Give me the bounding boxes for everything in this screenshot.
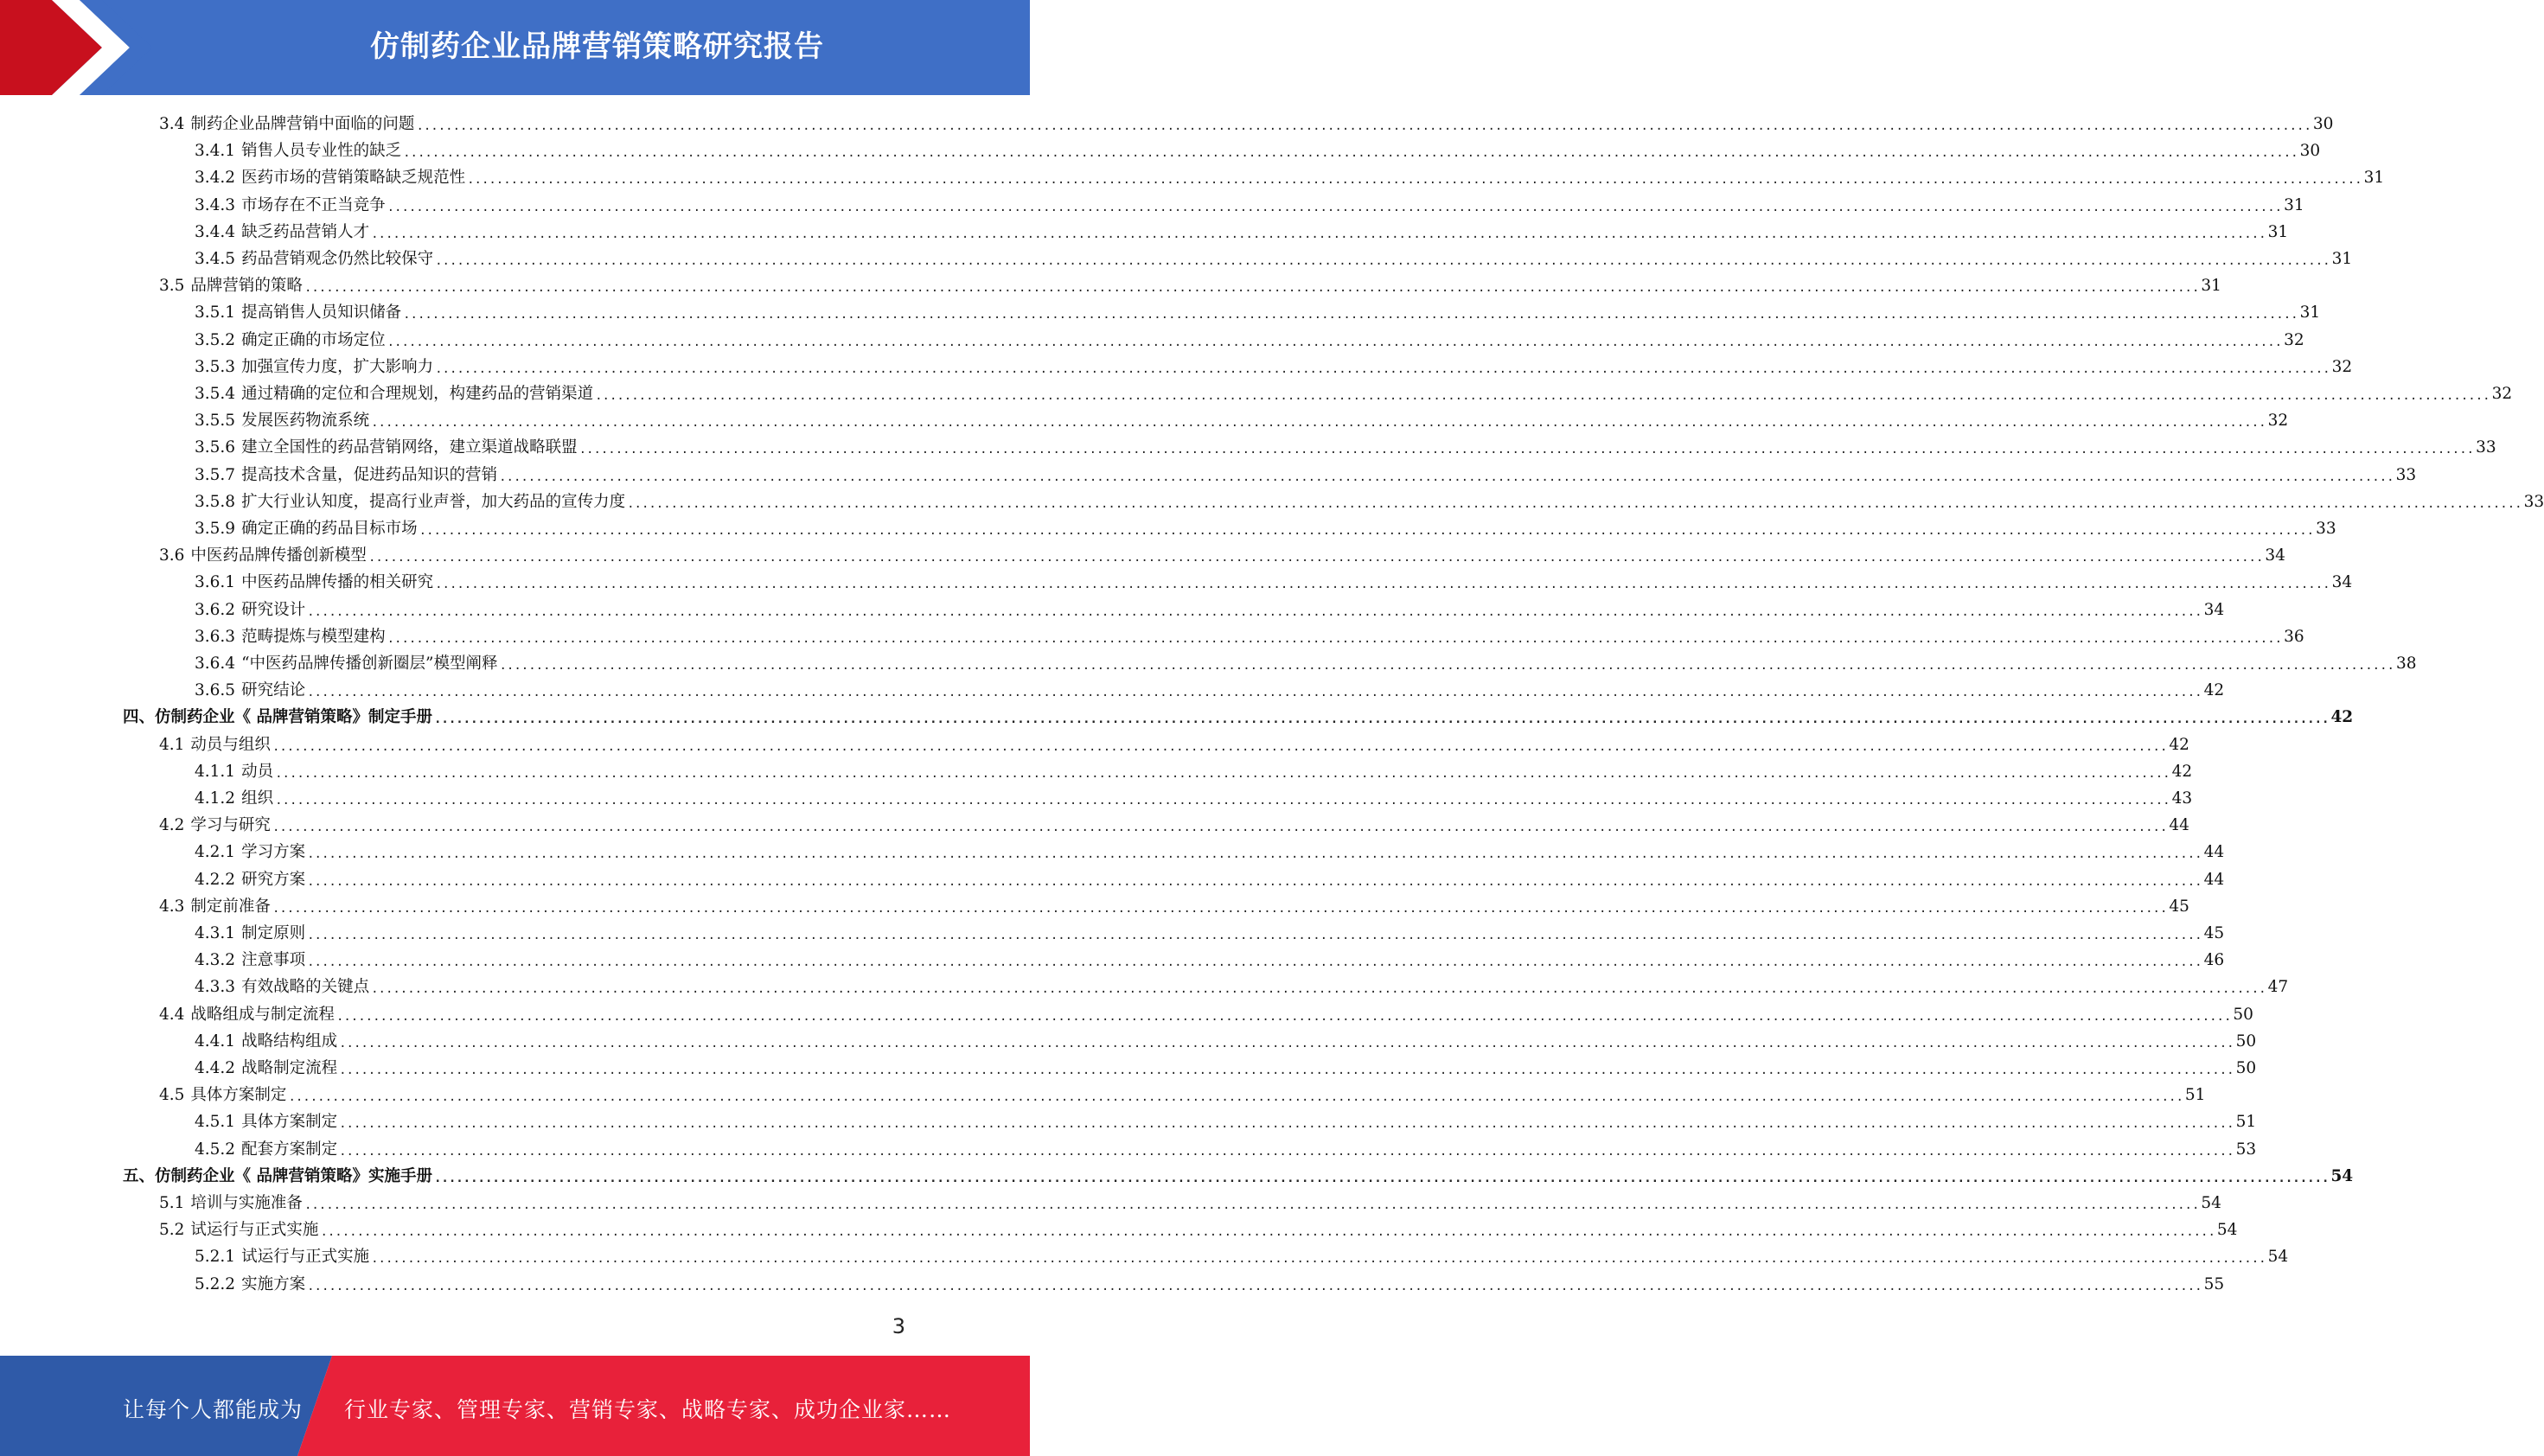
toc-entry-number: 4.3.2 [195,951,236,970]
toc-entry-title: 实施方案 [241,1274,306,1293]
toc-entry-number: 3.5.3 [195,357,236,376]
toc-dot-leader: .................................................................................................................................................................................................................................................................... [304,1198,2200,1212]
toc-entry-title: 制药企业品牌营销中面临的问题 [190,115,415,133]
page-number: 3 [892,1314,905,1338]
toc-dot-leader: .................................................................................................................................................................................................................................................................... [339,1117,2234,1132]
toc-entry-title: 发展医药物流系统 [241,412,370,431]
toc-entry[interactable] [195,487,2544,514]
toc-entry[interactable] [159,1215,2238,1242]
toc-entry[interactable] [159,109,2334,136]
toc-entry-title: “中医药品牌传播创新圈层”模型阐释 [241,655,498,673]
toc-entry-page: 31 [2331,250,2353,268]
toc-entry[interactable] [195,567,2353,594]
toc-entry-page: 30 [2299,142,2321,161]
toc-dot-leader: .................................................................................................................................................................................................................................................................... [416,119,2311,133]
toc-dot-leader: .................................................................................................................................................................................................................................................................... [435,578,2330,592]
toc-entry-number: 5.2 [159,1221,185,1240]
toc-entry-number: 3.6.3 [195,627,236,646]
toc-entry-number: 3.5.4 [195,385,236,403]
toc-dot-leader: .................................................................................................................................................................................................................................................................... [371,1252,2266,1267]
toc-entry[interactable] [195,297,2321,324]
toc-entry-title: 研究结论 [241,681,306,700]
toc-entry-title: 仿制药企业《 品牌营销策略》制定手册 [155,708,432,727]
toc-entry-page: 32 [2267,412,2289,431]
toc-entry[interactable] [159,891,2189,918]
toc-entry-page: 34 [2203,600,2225,619]
toc-dot-leader: .................................................................................................................................................................................................................................................................... [433,712,2330,727]
toc-entry-title: 配套方案制定 [241,1140,338,1159]
toc-entry-page: 44 [2169,816,2189,835]
toc-entry-page: 50 [2233,1005,2253,1024]
toc-dot-leader: .................................................................................................................................................................................................................................................................... [275,766,2170,781]
toc-entry-page: 45 [2203,924,2225,942]
toc-entry-page: 50 [2235,1031,2257,1050]
toc-entry[interactable] [195,622,2304,648]
footer-slogan-left: 让每个人都能成为 [123,1397,304,1422]
toc-entry-number: 4.5.2 [195,1140,236,1159]
toc-entry-title: 学习与研究 [190,816,271,835]
toc-entry[interactable] [159,271,2221,297]
toc-entry[interactable] [159,999,2253,1026]
toc-entry-title: 扩大行业认知度，提高行业声誉，加大药品的宣传力度 [241,492,626,511]
toc-entry-title: 缺乏药品营销人才 [241,222,370,241]
toc-entry[interactable] [195,1134,2257,1161]
toc-entry-title: 制定前准备 [190,897,271,916]
header-title: 仿制药企业品牌营销策略研究报告 [370,29,824,64]
toc-entry-title: 战略制定流程 [241,1059,338,1077]
toc-entry-number: 3.5.8 [195,492,236,511]
toc-entry-page: 51 [2184,1086,2206,1105]
toc-entry-page: 38 [2395,655,2417,673]
toc-entry-title: 药品营销观念仍然比较保守 [241,250,434,268]
toc-dot-leader: .................................................................................................................................................................................................................................................................... [387,631,2283,646]
toc-entry-number: 3.5.5 [195,412,236,431]
toc-dot-leader: .................................................................................................................................................................................................................................................................... [304,281,2200,296]
toc-dot-leader: .................................................................................................................................................................................................................................................................... [387,200,2283,214]
toc-dot-leader: .................................................................................................................................................................................................................................................................... [307,955,2202,970]
toc-entry-title: 有效战略的关键点 [241,978,370,997]
toc-dot-leader: .................................................................................................................................................................................................................................................................... [371,416,2266,431]
toc-dot-leader: .................................................................................................................................................................................................................................................................... [339,1036,2234,1050]
toc-dot-leader: .................................................................................................................................................................................................................................................................... [339,1144,2234,1159]
footer-slogan-right: 行业专家、管理专家、营销专家、战略专家、成功企业家…… [344,1397,952,1422]
toc-entry-number: 四、 [123,708,156,727]
toc-entry[interactable] [195,918,2225,945]
toc-entry-title: 培训与实施准备 [190,1194,303,1212]
toc-entry[interactable] [195,460,2417,487]
toc-entry[interactable] [195,352,2353,379]
toc-entry[interactable] [195,675,2225,702]
toc-entry-title: 通过精确的定位和合理规划，构建药品的营销渠道 [241,385,594,403]
toc-entry-title: 建立全国性的药品营销网络，建立渠道战略联盟 [241,438,578,457]
toc-entry-number: 4.2 [159,816,185,835]
toc-dot-leader: .................................................................................................................................................................................................................................................................... [307,604,2202,619]
toc-dot-leader: .................................................................................................................................................................................................................................................................... [336,1009,2232,1024]
toc-entry-title: 试运行与正式实施 [241,1248,370,1267]
toc-entry-page: 46 [2203,951,2225,970]
toc-entry[interactable] [195,379,2513,406]
toc-entry-page: 50 [2235,1059,2257,1077]
toc-entry-number: 3.6 [159,546,185,565]
toc-entry-page: 30 [2312,115,2334,133]
toc-dot-leader: .................................................................................................................................................................................................................................................................... [433,1171,2330,1185]
toc-entry-page: 32 [2284,330,2304,349]
toc-dot-leader: .................................................................................................................................................................................................................................................................... [339,1063,2234,1077]
toc-entry[interactable] [195,136,2321,163]
toc-entry[interactable] [195,406,2289,432]
toc-entry-title: 动员与组织 [190,735,271,754]
toc-entry-number: 4.3.3 [195,978,236,997]
toc-entry-number: 3.5.9 [195,520,236,538]
toc-entry-page: 33 [2476,438,2496,457]
toc-entry-page: 34 [2265,546,2285,565]
toc-entry[interactable] [195,972,2289,999]
toc-entry[interactable] [159,1188,2221,1215]
toc-entry-title: 具体方案制定 [190,1086,287,1105]
toc-entry-number: 五、 [123,1166,156,1185]
toc-dot-leader: .................................................................................................................................................................................................................................................................... [467,173,2362,188]
toc-entry-number: 5.2.2 [195,1274,236,1293]
toc-entry-number: 3.6.5 [195,681,236,700]
toc-entry-page: 55 [2203,1274,2225,1293]
toc-entry-number: 5.1 [159,1194,185,1212]
toc-entry-page: 32 [2491,385,2513,403]
toc-entry-page: 31 [2363,169,2385,188]
toc-entry-number: 4.4.1 [195,1031,236,1050]
toc-entry-title: 战略组成与制定流程 [190,1005,335,1024]
toc-dot-leader: .................................................................................................................................................................................................................................................................... [435,361,2330,376]
toc-entry-page: 36 [2284,627,2304,646]
toc-entry-title: 具体方案制定 [241,1113,338,1132]
toc-entry[interactable] [195,1026,2257,1053]
toc-entry[interactable] [195,1107,2257,1134]
toc-dot-leader: .................................................................................................................................................................................................................................................................... [272,821,2168,835]
toc-dot-leader: .................................................................................................................................................................................................................................................................... [403,308,2298,322]
toc-entry-number: 3.5.2 [195,330,236,349]
toc-entry-number: 4.2.1 [195,843,236,862]
toc-entry-title: 中医药品牌传播的相关研究 [241,573,434,592]
toc-entry-page: 54 [2330,1166,2354,1185]
toc-dot-leader: .................................................................................................................................................................................................................................................................... [272,901,2168,916]
toc-entry-page: 33 [2316,520,2336,538]
toc-entry[interactable] [195,1242,2289,1268]
toc-entry-title: 注意事项 [241,951,306,970]
toc-dot-leader: .................................................................................................................................................................................................................................................................... [627,496,2522,511]
toc-entry[interactable] [195,1269,2225,1296]
toc-entry[interactable] [195,325,2304,352]
toc-entry-page: 34 [2331,573,2353,592]
toc-entry-number: 3.6.4 [195,655,236,673]
toc-entry-title: 制定原则 [241,924,306,942]
toc-entry-number: 3.4.2 [195,169,236,188]
toc-entry-page: 42 [2203,681,2225,700]
toc-dot-leader: .................................................................................................................................................................................................................................................................... [387,335,2283,349]
toc-entry[interactable] [195,757,2193,783]
toc-entry-number: 4.1.2 [195,789,236,808]
toc-entry[interactable] [159,730,2189,757]
toc-entry[interactable] [195,163,2385,189]
toc-dot-leader: .................................................................................................................................................................................................................................................................... [371,227,2266,241]
toc-entry-number: 4.5 [159,1086,185,1105]
toc-entry-page: 31 [2284,195,2304,214]
toc-entry-page: 42 [2169,735,2189,754]
toc-entry-number: 3.4.5 [195,250,236,268]
toc-entry-title: 确定正确的市场定位 [241,330,386,349]
toc-entry-number: 3.4.4 [195,222,236,241]
toc-dot-leader: .................................................................................................................................................................................................................................................................... [272,739,2168,754]
toc-entry-page: 31 [2299,303,2321,322]
toc-entry-page: 53 [2235,1140,2257,1159]
toc-dot-leader: .................................................................................................................................................................................................................................................................... [307,686,2202,700]
toc-entry[interactable] [195,432,2496,459]
toc-entry[interactable] [195,945,2225,972]
toc-dot-leader: .................................................................................................................................................................................................................................................................... [499,659,2394,673]
toc-entry-title: 品牌营销的策略 [190,277,303,296]
toc-entry[interactable] [123,1161,2354,1188]
toc-entry-page: 51 [2235,1113,2257,1132]
toc-entry-page: 42 [2330,708,2354,727]
toc-entry-number: 4.4.2 [195,1059,236,1077]
toc-entry-number: 4.3.1 [195,924,236,942]
toc-entry[interactable] [123,702,2354,729]
toc-dot-leader: .................................................................................................................................................................................................................................................................... [368,551,2264,565]
toc-dot-leader: .................................................................................................................................................................................................................................................................... [578,443,2475,457]
toc-entry-page: 54 [2216,1221,2238,1240]
toc-entry-number: 4.2.2 [195,870,236,889]
toc-entry-number: 4.5.1 [195,1113,236,1132]
toc-dot-leader: .................................................................................................................................................................................................................................................................... [307,1279,2202,1293]
toc-entry[interactable] [195,217,2289,244]
toc-entry-title: 确定正确的药品目标市场 [241,520,418,538]
toc-entry-page: 44 [2203,870,2225,889]
toc-entry-title: 试运行与正式实施 [190,1221,319,1240]
toc-entry[interactable] [195,865,2225,891]
toc-dot-leader: .................................................................................................................................................................................................................................................................... [371,982,2266,997]
toc-dot-leader: .................................................................................................................................................................................................................................................................... [288,1090,2183,1105]
toc-entry-title: 中医药品牌传播创新模型 [190,546,367,565]
toc-entry-number: 3.5 [159,277,185,296]
toc-dot-leader: .................................................................................................................................................................................................................................................................... [307,874,2202,889]
toc-entry-number: 4.1 [159,735,185,754]
toc-dot-leader: .................................................................................................................................................................................................................................................................... [307,929,2202,942]
toc-entry-number: 3.4 [159,115,185,133]
toc-entry-page: 33 [2523,492,2544,511]
page-footer [0,1356,1030,1456]
toc-entry[interactable] [195,595,2225,622]
toc-entry-number: 3.6.1 [195,573,236,592]
toc-dot-leader: .................................................................................................................................................................................................................................................................... [595,389,2490,403]
toc-entry-title: 市场存在不正当竞争 [241,195,386,214]
toc-entry-title: 范畴提炼与模型建构 [241,627,386,646]
toc-entry-title: 研究方案 [241,870,306,889]
toc-entry-page: 32 [2331,357,2353,376]
toc-entry-page: 31 [2267,222,2289,241]
toc-entry-page: 31 [2201,277,2221,296]
toc-entry-title: 仿制药企业《 品牌营销策略》实施手册 [155,1166,432,1185]
toc-entry-number: 3.4.3 [195,195,236,214]
toc-entry-page: 54 [2201,1194,2221,1212]
toc-entry-page: 54 [2267,1248,2289,1267]
toc-entry-number: 3.5.7 [195,465,236,484]
toc-entry-page: 44 [2203,843,2225,862]
toc-entry-number: 3.4.1 [195,142,236,161]
toc-dot-leader: .................................................................................................................................................................................................................................................................... [435,254,2330,268]
toc-entry[interactable] [195,783,2193,810]
toc-entry-page: 33 [2395,465,2417,484]
toc-entry-number: 4.3 [159,897,185,916]
toc-entry[interactable] [195,190,2304,217]
toc-entry-title: 研究设计 [241,600,306,619]
toc-dot-leader: .................................................................................................................................................................................................................................................................... [499,469,2394,484]
toc-entry-number: 4.1.1 [195,762,236,781]
toc-entry-number: 5.2.1 [195,1248,236,1267]
toc-entry-title: 提高销售人员知识储备 [241,303,402,322]
toc-entry-title: 医药市场的营销策略缺乏规范性 [241,169,466,188]
toc-entry-title: 提高技术含量，促进药品知识的营销 [241,465,498,484]
toc-entry-number: 3.5.6 [195,438,236,457]
toc-dot-leader: .................................................................................................................................................................................................................................................................... [419,524,2315,538]
toc-entry-number: 3.5.1 [195,303,236,322]
toc-entry[interactable] [195,244,2353,271]
toc-entry[interactable] [159,810,2189,837]
page-header [0,0,1030,95]
toc-entry[interactable] [159,540,2285,567]
toc-entry-title: 动员 [241,762,274,781]
toc-entry-page: 45 [2169,897,2189,916]
toc-entry[interactable] [159,1080,2206,1107]
toc-entry-number: 3.6.2 [195,600,236,619]
toc-entry-title: 加强宣传力度，扩大影响力 [241,357,434,376]
toc-entry-page: 43 [2171,789,2193,808]
toc-entry-page: 47 [2267,978,2289,997]
toc-entry-title: 战略结构组成 [241,1031,338,1050]
toc-entry[interactable] [195,648,2417,675]
toc-entry-title: 组织 [241,789,274,808]
toc-entry[interactable] [195,837,2225,864]
toc-entry[interactable] [195,514,2336,540]
toc-dot-leader: .................................................................................................................................................................................................................................................................... [275,794,2170,808]
toc-dot-leader: .................................................................................................................................................................................................................................................................... [307,847,2202,862]
toc-dot-leader: .................................................................................................................................................................................................................................................................... [403,146,2298,161]
toc-dot-leader: .................................................................................................................................................................................................................................................................... [320,1225,2215,1240]
toc-entry-title: 学习方案 [241,843,306,862]
toc-entry[interactable] [195,1053,2257,1080]
toc-entry-number: 4.4 [159,1005,185,1024]
toc-entry-title: 销售人员专业性的缺乏 [241,142,402,161]
toc-entry-page: 42 [2171,762,2193,781]
